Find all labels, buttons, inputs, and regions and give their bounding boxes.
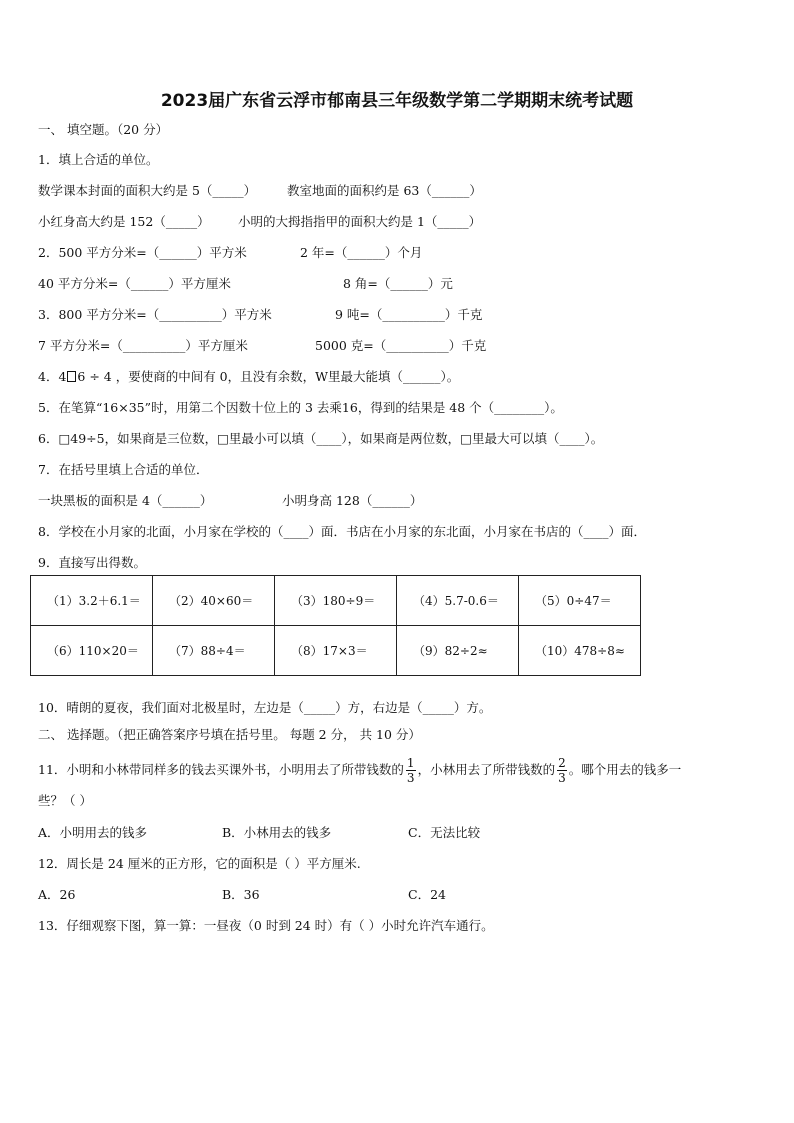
q4-suffix: 6 ÷ 4 ，要使商的中间有 0，且没有余数，W里最大能填（______）。	[77, 369, 460, 384]
q3-item-b: 9 吨=（__________）千克	[335, 307, 483, 322]
q2-item-b: 2 年=（______）个月	[300, 245, 423, 260]
q1-item-d: 小明的大拇指指甲的面积大约是 1（_____）	[238, 214, 482, 229]
q11-text-3: 。哪个用去的钱多一	[568, 762, 682, 777]
table-cell: （8）17×3＝	[275, 626, 397, 676]
section-2-heading: 二、 选择题。（把正确答案序号填在括号里。 每题 2 分， 共 10 分）	[38, 727, 421, 742]
table-cell: （1）3.2＋6.1＝	[31, 576, 153, 626]
q3-item-c: 7 平方分米=（__________）平方厘米	[38, 338, 248, 353]
q9-calc-table	[30, 575, 641, 676]
q10: 10．晴朗的夏夜，我们面对北极星时，左边是（_____）方，右边是（_____）方。	[38, 700, 492, 715]
table-cell: （7）88÷4＝	[153, 626, 275, 676]
table-cell: （3）180÷9＝	[275, 576, 397, 626]
q6: 6．□49÷5，如果商是三位数，□里最小可以填（____），如果商是两位数，□里最大可以填（____）。	[38, 431, 604, 446]
table-row	[31, 626, 641, 676]
table-cell: （4）5.7-0.6＝	[397, 576, 519, 626]
q4	[38, 368, 459, 386]
q11-stem	[38, 752, 681, 788]
q12-stem: 12．周长是 24 厘米的正方形，它的面积是（ ）平方厘米.	[38, 856, 361, 871]
q5: 5．在笔算“16×35”时，用第二个因数十位上的 3 去乘16，得到的结果是 48 个（________）。	[38, 400, 563, 415]
q9-stem: 9．直接写出得数。	[38, 555, 146, 570]
q8: 8．学校在小月家的北面，小月家在学校的（____）面．书店在小月家的东北面，小月家在书店的（____）面．	[38, 524, 646, 539]
q13-stem: 13．仔细观察下图，算一算：一昼夜（0 时到 24 时）有（ ）小时允许汽车通行。	[38, 918, 494, 933]
q11-text-1: 11．小明和小林带同样多的钱去买课外书，小明用去了所带钱数的	[38, 762, 404, 777]
q11-text-2: ，小林用去了所带钱数的	[417, 762, 556, 777]
q12-option-b: B．36	[222, 887, 260, 902]
q12-option-c: C．24	[408, 887, 446, 902]
q4-prefix: 4．4	[38, 369, 67, 384]
q12-option-a: A．26	[38, 887, 76, 902]
q2-item-a: 2．500 平方分米=（______）平方米	[38, 245, 247, 260]
q7-item-b: 小明身高 128（______）	[282, 493, 423, 508]
q11-option-a: A．小明用去的钱多	[38, 825, 148, 840]
q11-option-b: B．小林用去的钱多	[222, 825, 332, 840]
fraction-two-thirds: $\frac{2}{3}$	[558, 756, 566, 785]
fraction-one-third: $\frac{1}{3}$	[406, 756, 415, 785]
q7-stem: 7．在括号里填上合适的单位．	[38, 462, 209, 477]
q7-item-a: 一块黑板的面积是 4（______）	[38, 493, 213, 508]
table-cell: （9）82÷2≈	[397, 626, 519, 676]
section-1-heading: 一、 填空题。（20 分）	[38, 122, 169, 137]
q1-item-c: 小红身高大约是 152（_____）	[38, 214, 210, 229]
table-cell: （6）110×20＝	[31, 626, 153, 676]
q11-option-c: C．无法比较	[408, 825, 481, 840]
table-cell: （10）478÷8≈	[519, 626, 641, 676]
q2-item-c: 40 平方分米=（______）平方厘米	[38, 276, 231, 291]
page-title: 2023届广东省云浮市郁南县三年级数学第二学期期末统考试题	[160, 91, 634, 111]
table-cell: （5）0÷47＝	[519, 576, 641, 626]
table-cell: （2）40×60＝	[153, 576, 275, 626]
q11-stem-line2: 些？（ ）	[38, 793, 92, 808]
q1-item-b: 教室地面的面积约是 63（______）	[287, 183, 482, 198]
blank-square-icon	[67, 371, 76, 382]
table-row	[31, 576, 641, 626]
q2-item-d: 8 角=（______）元	[343, 276, 453, 291]
q3-item-a: 3．800 平方分米=（__________）平方米	[38, 307, 272, 322]
q1-item-a: 数学课本封面的面积大约是 5（_____）	[38, 183, 257, 198]
q1-stem: 1．填上合适的单位。	[38, 152, 159, 167]
q3-item-d: 5000 克=（__________）千克	[315, 338, 487, 353]
